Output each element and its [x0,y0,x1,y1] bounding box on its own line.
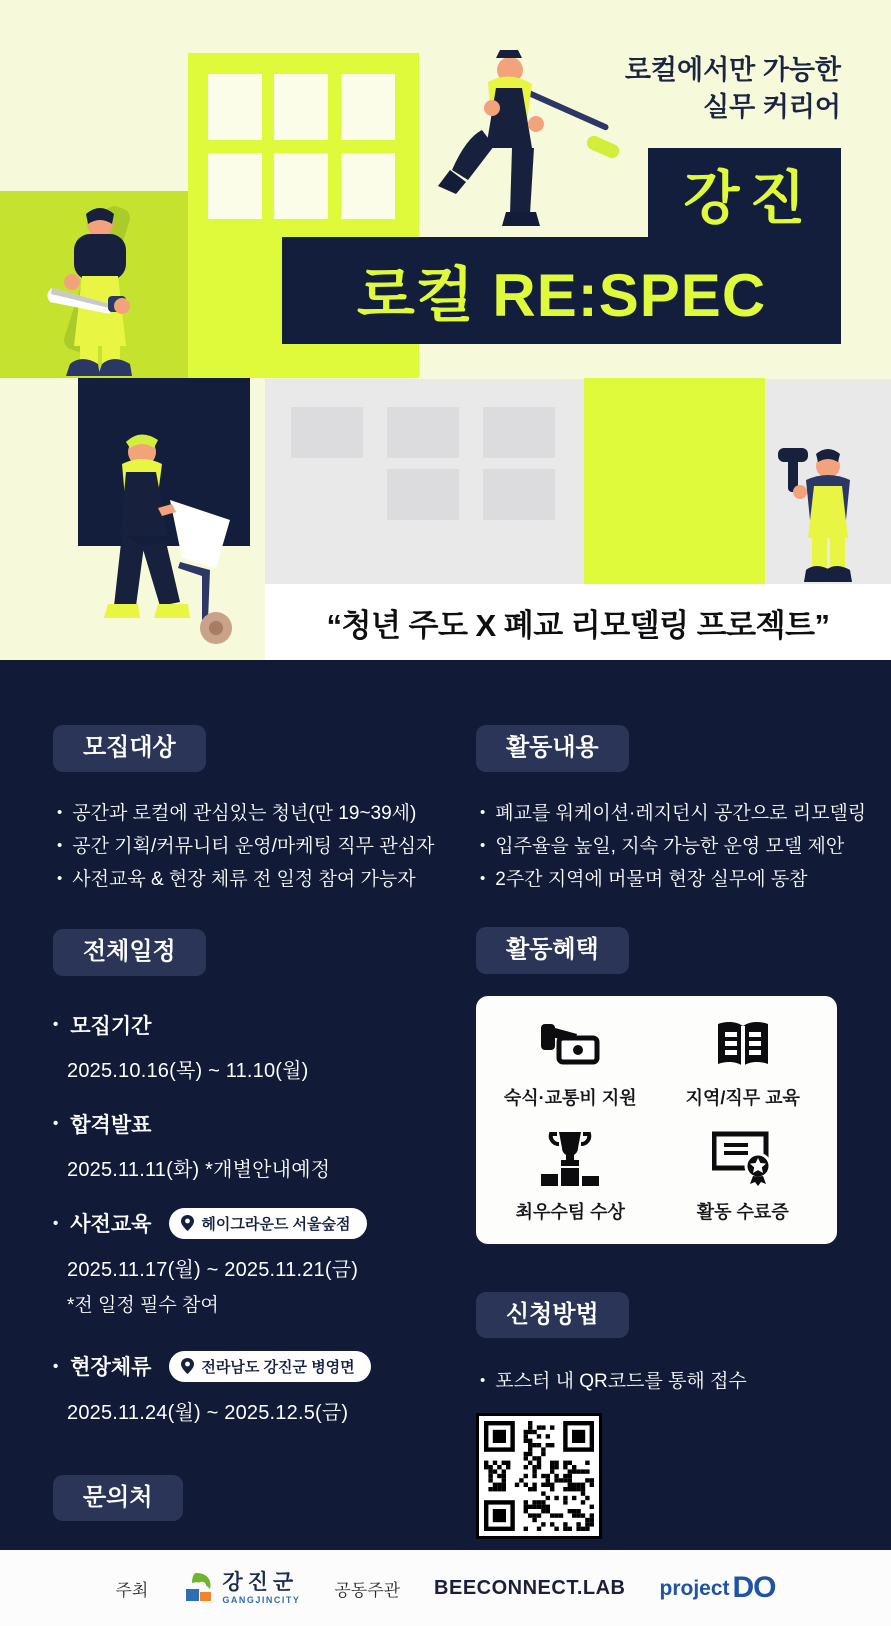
building-window [208,153,262,219]
trophy-podium-icon [539,1130,601,1186]
location-pill [169,1351,370,1382]
badge-schedule: 전체일정 [53,929,206,976]
book-icon [714,1020,772,1072]
list-item: • 2주간 지역에 머물며 현장 실무에 동참 [480,864,851,897]
lime-block [584,378,765,584]
title-box-top [648,148,841,237]
activities-list [480,798,867,897]
project-do-mark: DO [732,1571,776,1605]
worker-roller-illustration [408,48,658,243]
worker-saw-illustration [22,196,172,382]
badge-activities: 활동내용 [476,725,629,772]
gangjin-logo-kr: 강진군 [222,1570,299,1594]
list-item: • 포스터 내 QR코드를 통해 접수 [480,1366,851,1399]
list-item: • 입주율을 높일, 지속 가능한 운영 모델 제안 [480,831,851,864]
gangjin-logo-en: GANGJINCITY [222,1594,301,1605]
quote-band [265,584,891,660]
certificate-icon [712,1130,774,1186]
right-column [476,725,867,1539]
host-label: 주최 [115,1580,149,1600]
location-pin-icon [181,1215,194,1231]
grey-window [291,407,363,458]
benefit-label: 최우수팀 수상 [515,1201,625,1222]
building-window [341,74,395,140]
worker-wheelbarrow-illustration [30,412,270,662]
schedule-note: *전 일정 필수 참여 [67,1294,219,1316]
money-icon [539,1020,601,1072]
list-item: • 폐교를 워케이션·레지던시 공간으로 리모델링 [480,798,851,831]
grey-window [483,469,555,520]
gangjin-logo-icon [182,1571,216,1605]
schedule-entry [53,1351,453,1425]
grey-window [387,407,459,458]
beeconnect-logo: BEECONNECT.LAB [434,1576,626,1599]
schedule-date: 2025.11.17(월) ~ 2025.11.21(금) [67,1258,359,1281]
schedule-label [53,1208,453,1239]
qr-code-pattern [484,1421,594,1531]
left-column [53,725,453,1584]
tagline-line1: 로컬에서만 가능한 [624,55,841,85]
schedule-entry [53,1208,453,1317]
hero-tagline [625,52,841,126]
location-pill-text: 전라남도 강진군 병영면 [201,1358,355,1376]
benefit-item [484,1130,657,1224]
benefit-item [657,1130,830,1224]
schedule-label: • 합격발표 [53,1109,453,1139]
hero-section [0,0,891,660]
benefit-item [484,1020,657,1110]
grey-window [483,407,555,458]
benefit-label: 숙식·교통비 지원 [503,1087,637,1108]
schedule-date: 2025.10.16(목) ~ 11.10(월) [67,1059,309,1082]
badge-contact: 문의처 [53,1475,183,1522]
grey-building-illustration [265,379,584,584]
poster-title-bottom: 로컬 RE:SPEC [356,261,767,329]
schedule-label: • 모집기간 [53,1010,453,1040]
poster-title-top: 강진 [683,165,816,231]
tagline-line2: 실무 커리어 [703,92,841,122]
benefit-item [657,1020,830,1110]
building-window [341,153,395,219]
benefit-label: 지역/직무 교육 [685,1087,800,1108]
worker-hammer-illustration [766,440,891,590]
project-do-logo [659,1571,776,1605]
schedule-label-text: • 현장체류 [70,1356,152,1380]
list-item: • 공간과 로컬에 관심있는 청년(만 19~39세) [57,798,453,831]
schedule-date: 2025.11.11(화) *개별안내예정 [67,1158,331,1181]
list-item: • 사전교육 & 현장 체류 전 일정 참여 가능자 [57,864,453,897]
building-window [274,74,328,140]
location-pin-icon [181,1358,194,1374]
project-do-word: project [659,1576,730,1600]
building-window [208,74,262,140]
title-box-bottom [282,237,841,344]
schedule-date: 2025.11.24(월) ~ 2025.12.5(금) [67,1401,349,1424]
poster-quote: “청년 주도 X 폐교 리모델링 프로젝트” [326,607,830,643]
schedule-label-text: • 사전교육 [70,1213,152,1237]
footer [0,1550,891,1626]
gangjin-logo [182,1571,300,1605]
content-section [0,660,891,1550]
co-organizer-label: 공동주관 [334,1580,401,1600]
building-window [274,153,328,219]
location-pill-text: 헤이그라운드 서울숲점 [201,1215,351,1233]
schedule-entry [53,1109,453,1182]
schedule-entry [53,1010,453,1083]
qr-code [476,1413,602,1539]
list-item: • 공간 기획/커뮤니티 운영/마케팅 직무 관심자 [57,831,453,864]
benefits-card [476,996,837,1244]
schedule-label [53,1351,453,1382]
apply-list [480,1366,851,1399]
badge-recruit: 모집대상 [53,725,206,772]
grey-window [387,469,459,520]
location-pill [169,1208,366,1239]
badge-apply: 신청방법 [476,1292,629,1339]
recruit-list [57,798,453,897]
badge-benefits: 활동혜택 [476,927,629,974]
benefit-label: 활동 수료증 [696,1201,789,1222]
